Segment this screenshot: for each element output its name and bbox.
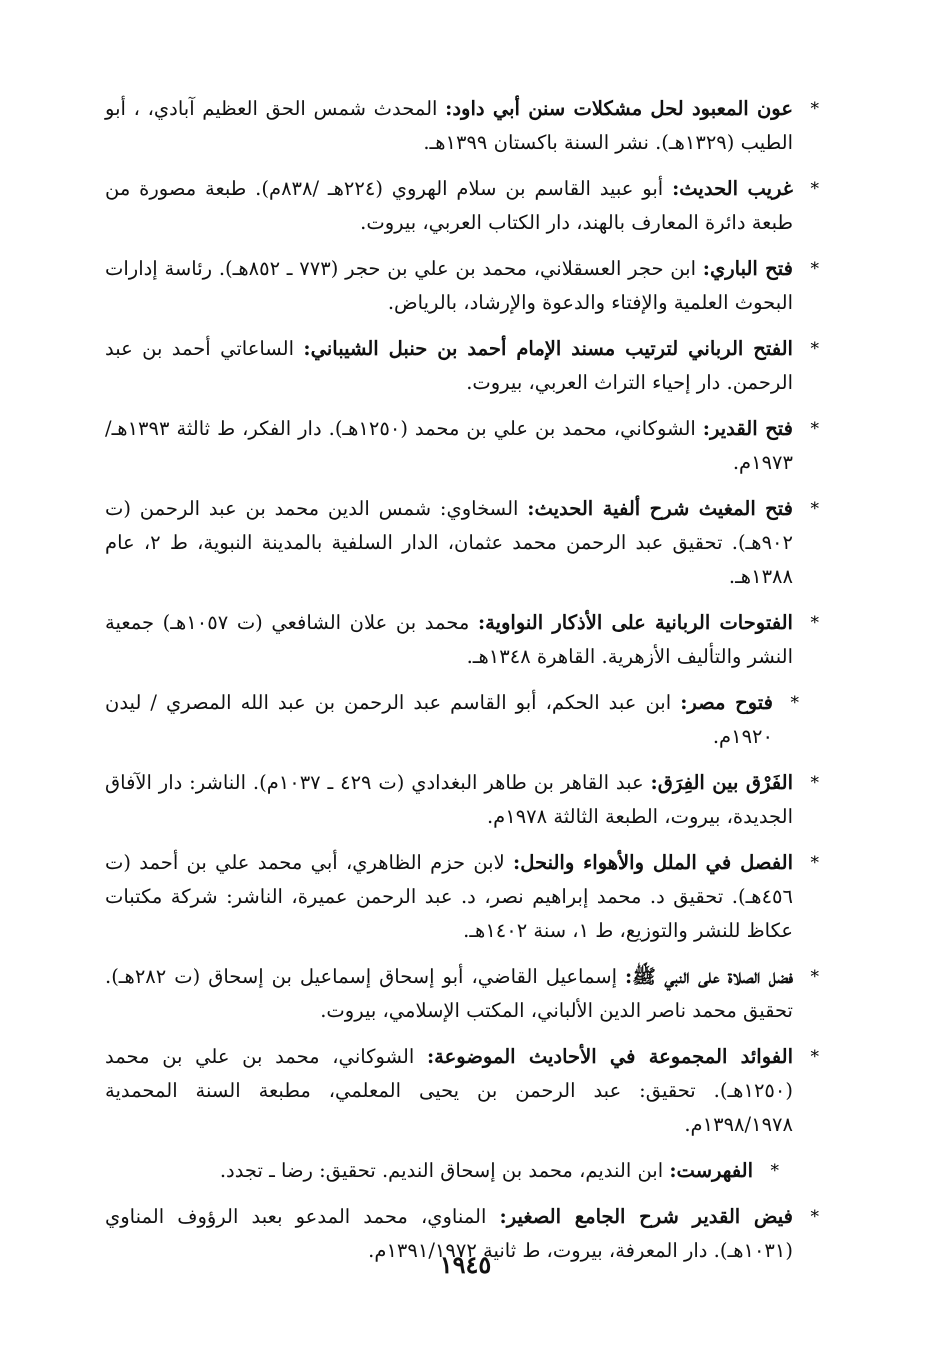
bibliography-entry [105,332,819,400]
bullet-star-icon: * [810,853,819,873]
entry-title: فضل الصلاة على النبي ﷺ: [625,965,794,988]
bibliography-page [105,92,819,1262]
bullet-star-icon: * [810,179,819,199]
entry-title: فتح الباري: [702,257,793,280]
entry-title: الفتوحات الربانية على الأذكار النواوية: [477,611,793,634]
bullet-star-icon: * [810,1047,819,1067]
entry-title: الفصل في الملل والأهواء والنحل: [513,851,793,874]
bibliography-entry [105,960,819,1028]
entry-text: الشوكاني، محمد بن علي بن محمد (١٢٥٠هـ). تحقيق: عبد الرحمن بن يحيى المعلمي، مطبعة السنة المحمدية ١٣٩٨/١٩٧٨م. [105,1045,793,1136]
entry-text: إسماعيل القاضي، أبو إسحاق إسماعيل بن إسحاق (ت ٢٨٢هـ). تحقيق محمد ناصر الدين الألباني، المكتب الإسلامي، بيروت. [105,965,793,1022]
entry-text: لابن حزم الظاهري، أبي محمد علي بن أحمد (ت ٤٥٦هـ). تحقيق د. محمد إبراهيم نصر، د. عبد الرحمن عميرة، الناشر: شركة مكتبات عكاظ للنشر والتوزيع، ط ١، سنة ١٤٠٢هـ. [105,851,793,942]
bullet-star-icon: * [810,1207,819,1227]
entry-title: فتح القدير: [702,417,793,440]
entry-text: أبو عبيد القاسم بن سلام الهروي (٢٢٤هـ /٨٣٨م). طبعة مصورة من طبعة دائرة المعارف بالهند، دار الكتاب العربي، بيروت. [105,177,793,234]
entry-text: السخاوي: شمس الدين محمد بن عبد الرحمن (ت ٩٠٢هـ). تحقيق عبد الرحمن محمد عثمان، الدار السلفية بالمدينة النبوية، ط ٢، عام ١٣٨٨هـ. [105,497,793,588]
entry-text: ابن عبد الحكم، أبو القاسم عبد الرحمن بن عبد الله المصري / ليدن ١٩٢٠م. [105,691,773,748]
entry-title: الفوائد المجموعة في الأحاديث الموضوعة: [426,1045,793,1068]
entry-text: عبد القاهر بن طاهر البغدادي (ت ٤٢٩ ـ ١٠٣٧م). الناشر: دار الآفاق الجديدة، بيروت، الطبعة الثالثة ١٩٧٨م. [105,771,793,828]
entry-text: الشوكاني، محمد بن علي بن محمد (١٢٥٠هـ). دار الفكر، ط ثالثة ١٣٩٣هـ/١٩٧٣م. [105,417,793,474]
bibliography-entry [105,92,819,160]
entry-title: غريب الحديث: [672,177,793,200]
bullet-star-icon: * [810,613,819,633]
entry-text: ابن النديم، محمد بن إسحاق النديم. تحقيق: رضا ـ تجدد. [219,1159,670,1182]
entry-inner [220,1154,779,1188]
entry-title: فتح المغيث شرح ألفية الحديث: [527,497,793,520]
bibliography-entry [105,412,819,480]
entry-title: الفَرْق بين الفِرَق: [650,771,793,794]
bullet-star-icon: * [790,693,799,713]
bibliography-entry [105,686,819,754]
entry-text: ابن حجر العسقلاني، محمد بن علي بن حجر (٧٧٣ ـ ٨٥٢هـ). رئاسة إدارات البحوث العلمية والإفتاء والدعوة والإرشاد، بالرياض. [105,257,793,314]
entry-title: الفتح الرباني لترتيب مسند الإمام أحمد بن حنبل الشيباني: [303,337,793,360]
bibliography-entry [105,252,819,320]
bibliography-entry [105,1154,819,1188]
bibliography-entry [105,172,819,240]
entry-text: محمد بن علان الشافعي (ت ١٠٥٧هـ) جمعية النشر والتأليف الأزهرية. القاهرة ١٣٤٨هـ. [105,611,793,668]
bibliography-entry [105,606,819,674]
entry-title: عون المعبود لحل مشكلات سنن أبي داود: [445,97,793,120]
entry-title: فتوح مصر: [680,691,773,714]
bibliography-entry [105,1040,819,1142]
page-number: ١٩٤٥ [439,1250,492,1279]
entry-text: المناوي، محمد المدعو بعبد الرؤوف المناوي (١٠٣١هـ). دار المعرفة، بيروت، ط ثانية ١٣٩١/١٩٧٢م. [105,1205,793,1262]
bibliography-entry [105,766,819,834]
bibliography-entry [105,846,819,948]
bullet-star-icon: * [810,419,819,439]
bullet-star-icon: * [810,499,819,519]
bullet-star-icon: * [810,967,819,987]
entry-inner [105,686,799,754]
bullet-star-icon: * [810,773,819,793]
bullet-star-icon: * [810,99,819,119]
bullet-star-icon: * [810,339,819,359]
bullet-star-icon: * [810,259,819,279]
entry-title: الفهرست: [669,1159,753,1182]
bibliography-entry [105,492,819,594]
bullet-star-icon: * [770,1161,779,1181]
entry-title: فيض القدير شرح الجامع الصغير: [499,1205,794,1228]
entry-text: المحدث شمس الحق العظيم آبادي، ، أبو الطيب (١٣٢٩هـ). نشر السنة باكستان ١٣٩٩هـ. [105,97,793,154]
entry-text: الساعاتي أحمد بن عبد الرحمن. دار إحياء التراث العربي، بيروت. [105,337,793,394]
